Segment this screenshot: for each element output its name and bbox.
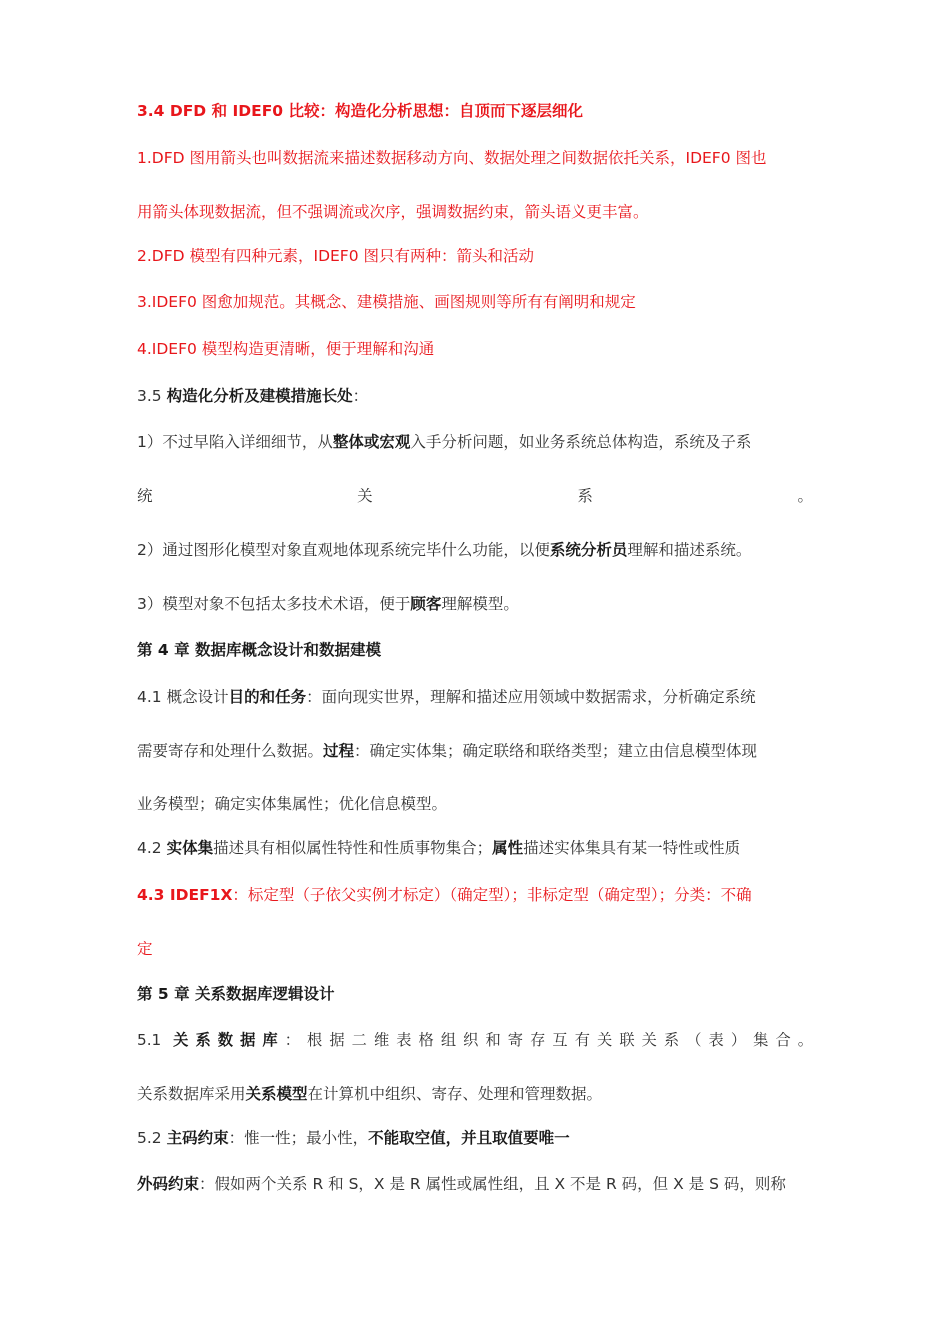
paragraph-line: 4.3 IDEF1X：标定型（子依父实例才标定）（确定型）；非标定型（确定型）；分类：不确 <box>137 886 752 904</box>
paragraph-line: 4.2 实体集描述具有相似属性特性和性质事物集合；属性描述实体集具有某一特性或性质 <box>137 839 741 857</box>
paragraph-line: 1）不过早陷入详细细节，从整体或宏观入手分析问题，如业务系统总体构造，系统及子系 <box>137 433 752 451</box>
paragraph-line: 5.1 关系数据库：根据二维表格组织和寄存互有关联关系（表）集合。 <box>137 1031 814 1049</box>
paragraph-line: 5.2 主码约束：惟一性；最小性，不能取空值，并且取值要唯一 <box>137 1129 570 1147</box>
paragraph-line: 3.IDEF0 图愈加规范。其概念、建模措施、画图规则等所有有阐明和规定 <box>137 293 636 311</box>
paragraph-line: 1.DFD 图用箭头也叫数据流来描述数据移动方向、数据处理之间数据依托关系，IDEF0 图也 <box>137 149 767 167</box>
paragraph-line: 外码约束：假如两个关系 R 和 S，X 是 R 属性或属性组，且 X 不是 R 码，但 X 是 S 码，则称 <box>137 1175 786 1193</box>
section-heading-3-4: 3.4 DFD 和 IDEF0 比较：构造化分析思想：自顶而下逐层细化 <box>137 102 583 120</box>
paragraph-line-spread: 统 关 系 。 <box>137 487 813 505</box>
paragraph-line: 定 <box>137 940 153 958</box>
paragraph-line: 2）通过图形化模型对象直观地体现系统完毕什么功能，以便系统分析员理解和描述系统。 <box>137 541 752 559</box>
section-heading-3-5: 3.5 构造化分析及建模措施长处： <box>137 387 369 405</box>
paragraph-line: 4.1 概念设计目的和任务：面向现实世界，理解和描述应用领域中数据需求，分析确定系统 <box>137 688 756 706</box>
paragraph-line: 用箭头体现数据流，但不强调流或次序，强调数据约束，箭头语义更丰富。 <box>137 203 649 221</box>
paragraph-line: 需要寄存和处理什么数据。过程：确定实体集；确定联络和联络类型；建立由信息模型体现 <box>137 742 758 760</box>
paragraph-line: 关系数据库采用关系模型在计算机中组织、寄存、处理和管理数据。 <box>137 1085 603 1103</box>
paragraph-line: 3）模型对象不包括太多技术术语，便于顾客理解模型。 <box>137 595 519 613</box>
paragraph-line: 2.DFD 模型有四种元素，IDEF0 图只有两种：箭头和活动 <box>137 247 535 265</box>
paragraph-line: 4.IDEF0 模型构造更清晰，便于理解和沟通 <box>137 340 435 358</box>
paragraph-line: 业务模型；确定实体集属性；优化信息模型。 <box>137 795 448 813</box>
chapter-heading-5: 第 5 章 关系数据库逻辑设计 <box>137 985 335 1003</box>
chapter-heading-4: 第 4 章 数据库概念设计和数据建模 <box>137 641 381 659</box>
